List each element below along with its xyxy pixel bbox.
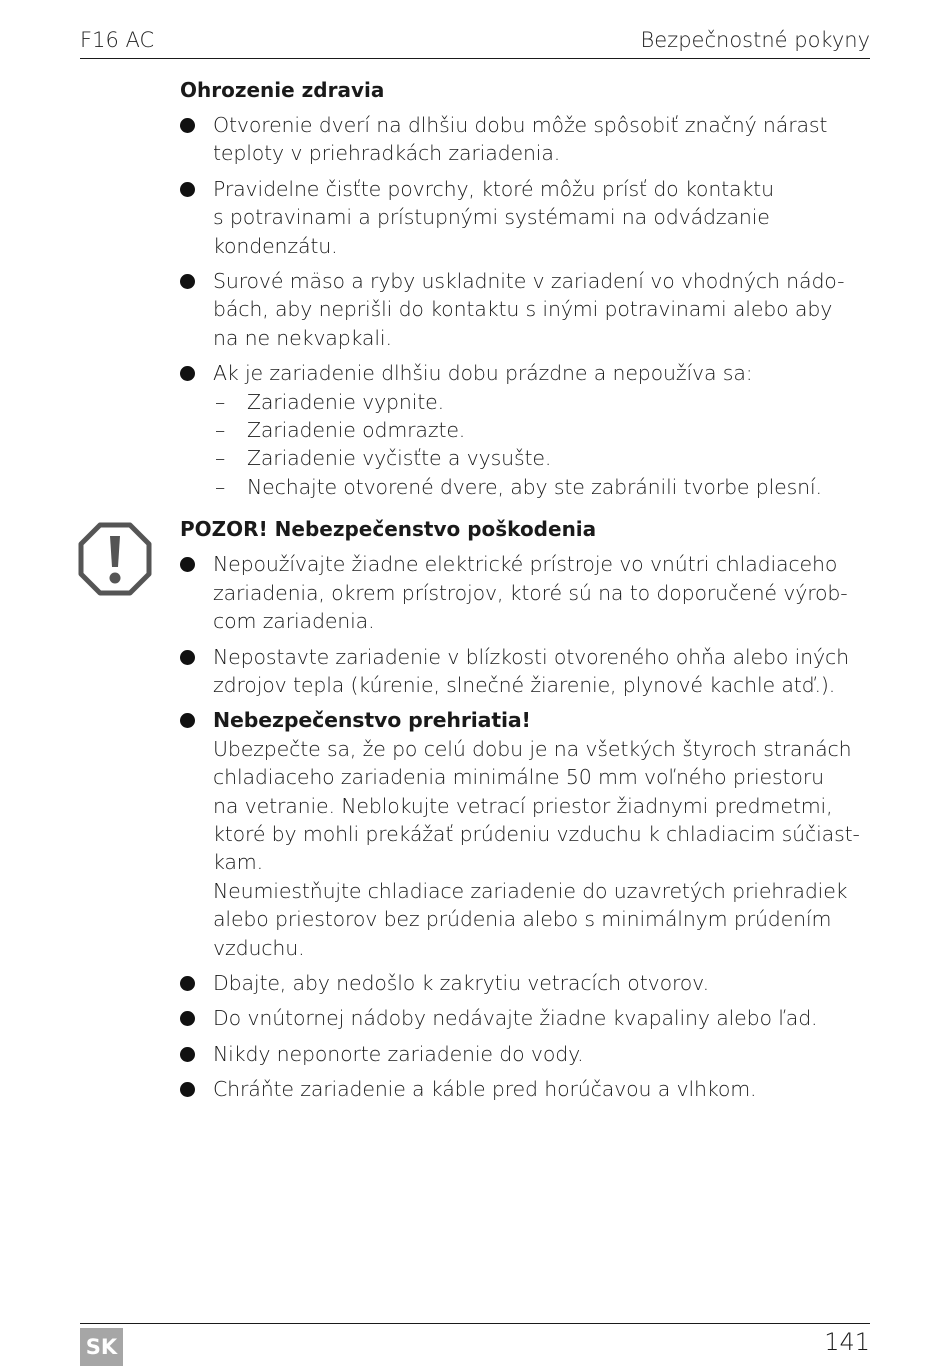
main-content <box>180 76 870 1104</box>
dash-icon: – <box>215 474 226 499</box>
bullet-icon <box>180 274 195 289</box>
dash-icon: – <box>215 446 226 471</box>
item-text-line: s potravinami a prístupnými systémami na odvádzanie <box>213 205 770 230</box>
section-title: Bezpečnostné pokyny <box>640 28 870 52</box>
bullet-icon <box>180 557 195 572</box>
page-header <box>80 26 870 59</box>
item-text-line: Ubezpečte sa, že po celú dobu je na všetkých štyroch stranách <box>213 736 852 761</box>
item-text-line: bách, aby neprišli do kontaktu s inými potravinami alebo aby <box>213 297 833 322</box>
sub-item <box>213 473 870 501</box>
item-text-line: zariadenia, okrem prístrojov, ktoré sú na to doporučené výrob- <box>213 580 848 605</box>
item-text-line: na vetranie. Neblokujte vetrací priestor žiadnymi predmetmi, <box>213 793 833 818</box>
item-text-line: ktoré by mohli prekážať prúdeniu vzduchu k chladiacim súčiast- <box>213 821 860 846</box>
item-text-line: Dbajte, aby nedošlo k zakrytiu vetracích otvorov. <box>213 970 709 995</box>
list-item <box>180 267 870 352</box>
dash-icon: – <box>215 389 226 414</box>
list-item <box>180 1040 870 1068</box>
warning-octagon-icon <box>78 522 152 596</box>
sub-item <box>213 444 870 472</box>
item-text-line: Surové mäso a ryby uskladnite v zariadení vo vhodných nádo- <box>213 269 845 294</box>
item-text-line: Nikdy neponorte zariadenie do vody. <box>213 1041 584 1066</box>
item-text-line: Pravidelne čisťte povrchy, ktoré môžu prísť do kontaktu <box>213 176 774 201</box>
item-text-line: com zariadenia. <box>213 609 375 634</box>
item-text-line: kam. <box>213 850 263 875</box>
item-text-line: chladiaceho zariadenia minimálne 50 mm voľného priestoru <box>213 765 824 790</box>
sub-item-text: Zariadenie vypnite. <box>247 389 445 414</box>
item-text-line: Nepoužívajte žiadne elektrické prístroje vo vnútri chladiaceho <box>213 552 838 577</box>
bullet-icon <box>180 1082 195 1097</box>
page-number: 141 <box>824 1328 870 1356</box>
list-item <box>180 1075 870 1103</box>
item-text-line: alebo priestorov bez prúdenia alebo s minimálnym prúdením <box>213 907 832 932</box>
item-text-line: Otvorenie dverí na dlhšiu dobu môže spôsobiť značný nárast <box>213 113 828 137</box>
item-title: Nebezpečenstvo prehriatia! <box>213 708 531 733</box>
list-item <box>180 969 870 997</box>
item-text-line: vzduchu. <box>213 935 305 960</box>
model-name: F16 AC <box>80 28 155 52</box>
health-list <box>180 111 870 501</box>
danger-heading: POZOR! Nebezpečenstvo poškodenia <box>180 517 597 542</box>
bullet-icon <box>180 1011 195 1026</box>
bullet-icon <box>180 650 195 665</box>
item-text-line: na ne nekvapkali. <box>213 325 392 350</box>
list-item <box>180 706 870 962</box>
bullet-icon <box>180 1047 195 1062</box>
bullet-icon <box>180 118 195 133</box>
bullet-icon <box>180 366 195 381</box>
item-text-line: Neumiestňujte chladiace zariadenie do uzavretých priehradiek <box>213 878 848 903</box>
sub-item-text: Zariadenie odmrazte. <box>247 418 466 443</box>
list-item <box>180 359 870 501</box>
list-item <box>180 1004 870 1032</box>
item-text-line: Ak je zariadenie dlhšiu dobu prázdne a nepoužíva sa: <box>213 361 753 386</box>
page-footer <box>80 1323 870 1366</box>
sub-item-text: Zariadenie vyčisťte a vysušte. <box>247 446 552 471</box>
health-heading: Ohrozenie zdravia <box>180 78 385 102</box>
dash-icon: – <box>215 418 226 443</box>
list-item <box>180 175 870 260</box>
item-text-line: teploty v priehradkách zariadenia. <box>213 141 561 166</box>
bullet-icon <box>180 713 195 728</box>
item-text-line: zdrojov tepla (kúrenie, slnečné žiarenie, plynové kachle atď.). <box>213 672 836 697</box>
item-text-line: Nepostavte zariadenie v blízkosti otvoreného ohňa alebo iných <box>213 644 849 669</box>
list-item <box>180 643 870 700</box>
danger-list <box>180 550 870 1103</box>
language-badge: SK <box>80 1328 123 1366</box>
sub-item <box>213 416 870 444</box>
sub-item-text: Nechajte otvorené dvere, aby ste zabránili tvorbe plesní. <box>247 474 822 499</box>
item-text-line: Do vnútornej nádoby nedávajte žiadne kvapaliny alebo ľad. <box>213 1006 818 1031</box>
sub-item <box>213 388 870 416</box>
bullet-icon <box>180 976 195 991</box>
list-item <box>180 550 870 635</box>
bullet-icon <box>180 182 195 197</box>
item-text-line: kondenzátu. <box>213 233 338 258</box>
list-item <box>180 111 870 168</box>
item-text-line: Chráňte zariadenie a káble pred horúčavou a vlhkom. <box>213 1077 757 1102</box>
